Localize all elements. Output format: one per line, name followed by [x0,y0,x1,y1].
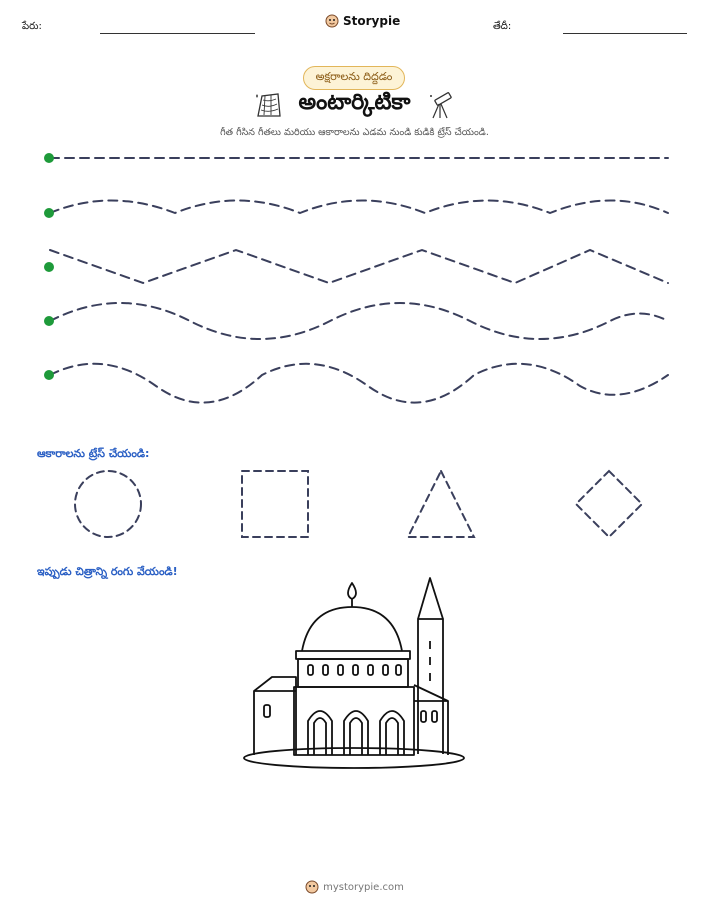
brand [325,14,400,28]
date-label: తేదీ: [493,21,512,32]
coloring-heading: ఇప్పుడు చిత్రాన్ని రంగు వేయండి! [37,565,178,578]
worksheet-badge: అక్షరాలను దిద్దడం [303,66,405,90]
start-dot-5 [44,370,54,380]
trace-circle[interactable] [75,471,141,537]
trace-triangle[interactable] [408,471,474,537]
name-line [100,33,255,34]
telescope-icon [425,90,455,120]
instructions: గీత గీసిన గీతలు మరియు ఆకారాలను ఎడమ నుండి కుడికి ట్రేస్ చేయండి. [220,127,489,138]
start-dot-1 [44,153,54,163]
brand-name: Storypie [343,14,401,28]
start-dot-2 [44,208,54,218]
page-title: అంటార్కిటికా [298,90,411,115]
storypie-footer-logo-icon [305,880,319,894]
trace-shapes [0,465,709,545]
trace-line-wave-2[interactable] [50,303,668,339]
trace-line-wave-3[interactable] [50,364,668,403]
glacier-icon [254,90,284,120]
name-label: పేరు: [22,21,42,32]
date-line [563,33,687,34]
trace-line-zigzag[interactable] [50,250,668,283]
footer [0,880,709,894]
building-coloring-picture[interactable] [240,573,470,773]
trace-diamond[interactable] [576,471,642,537]
footer-url[interactable]: mystorypie.com [323,881,404,893]
start-dot-3 [44,262,54,272]
start-dot-4 [44,316,54,326]
trace-square[interactable] [242,471,308,537]
trace-line-wave-1[interactable] [50,201,668,214]
shapes-heading: ఆకారాలను ట్రేస్ చేయండి: [37,447,150,460]
title-row [0,90,709,126]
storypie-logo-icon [325,14,339,28]
